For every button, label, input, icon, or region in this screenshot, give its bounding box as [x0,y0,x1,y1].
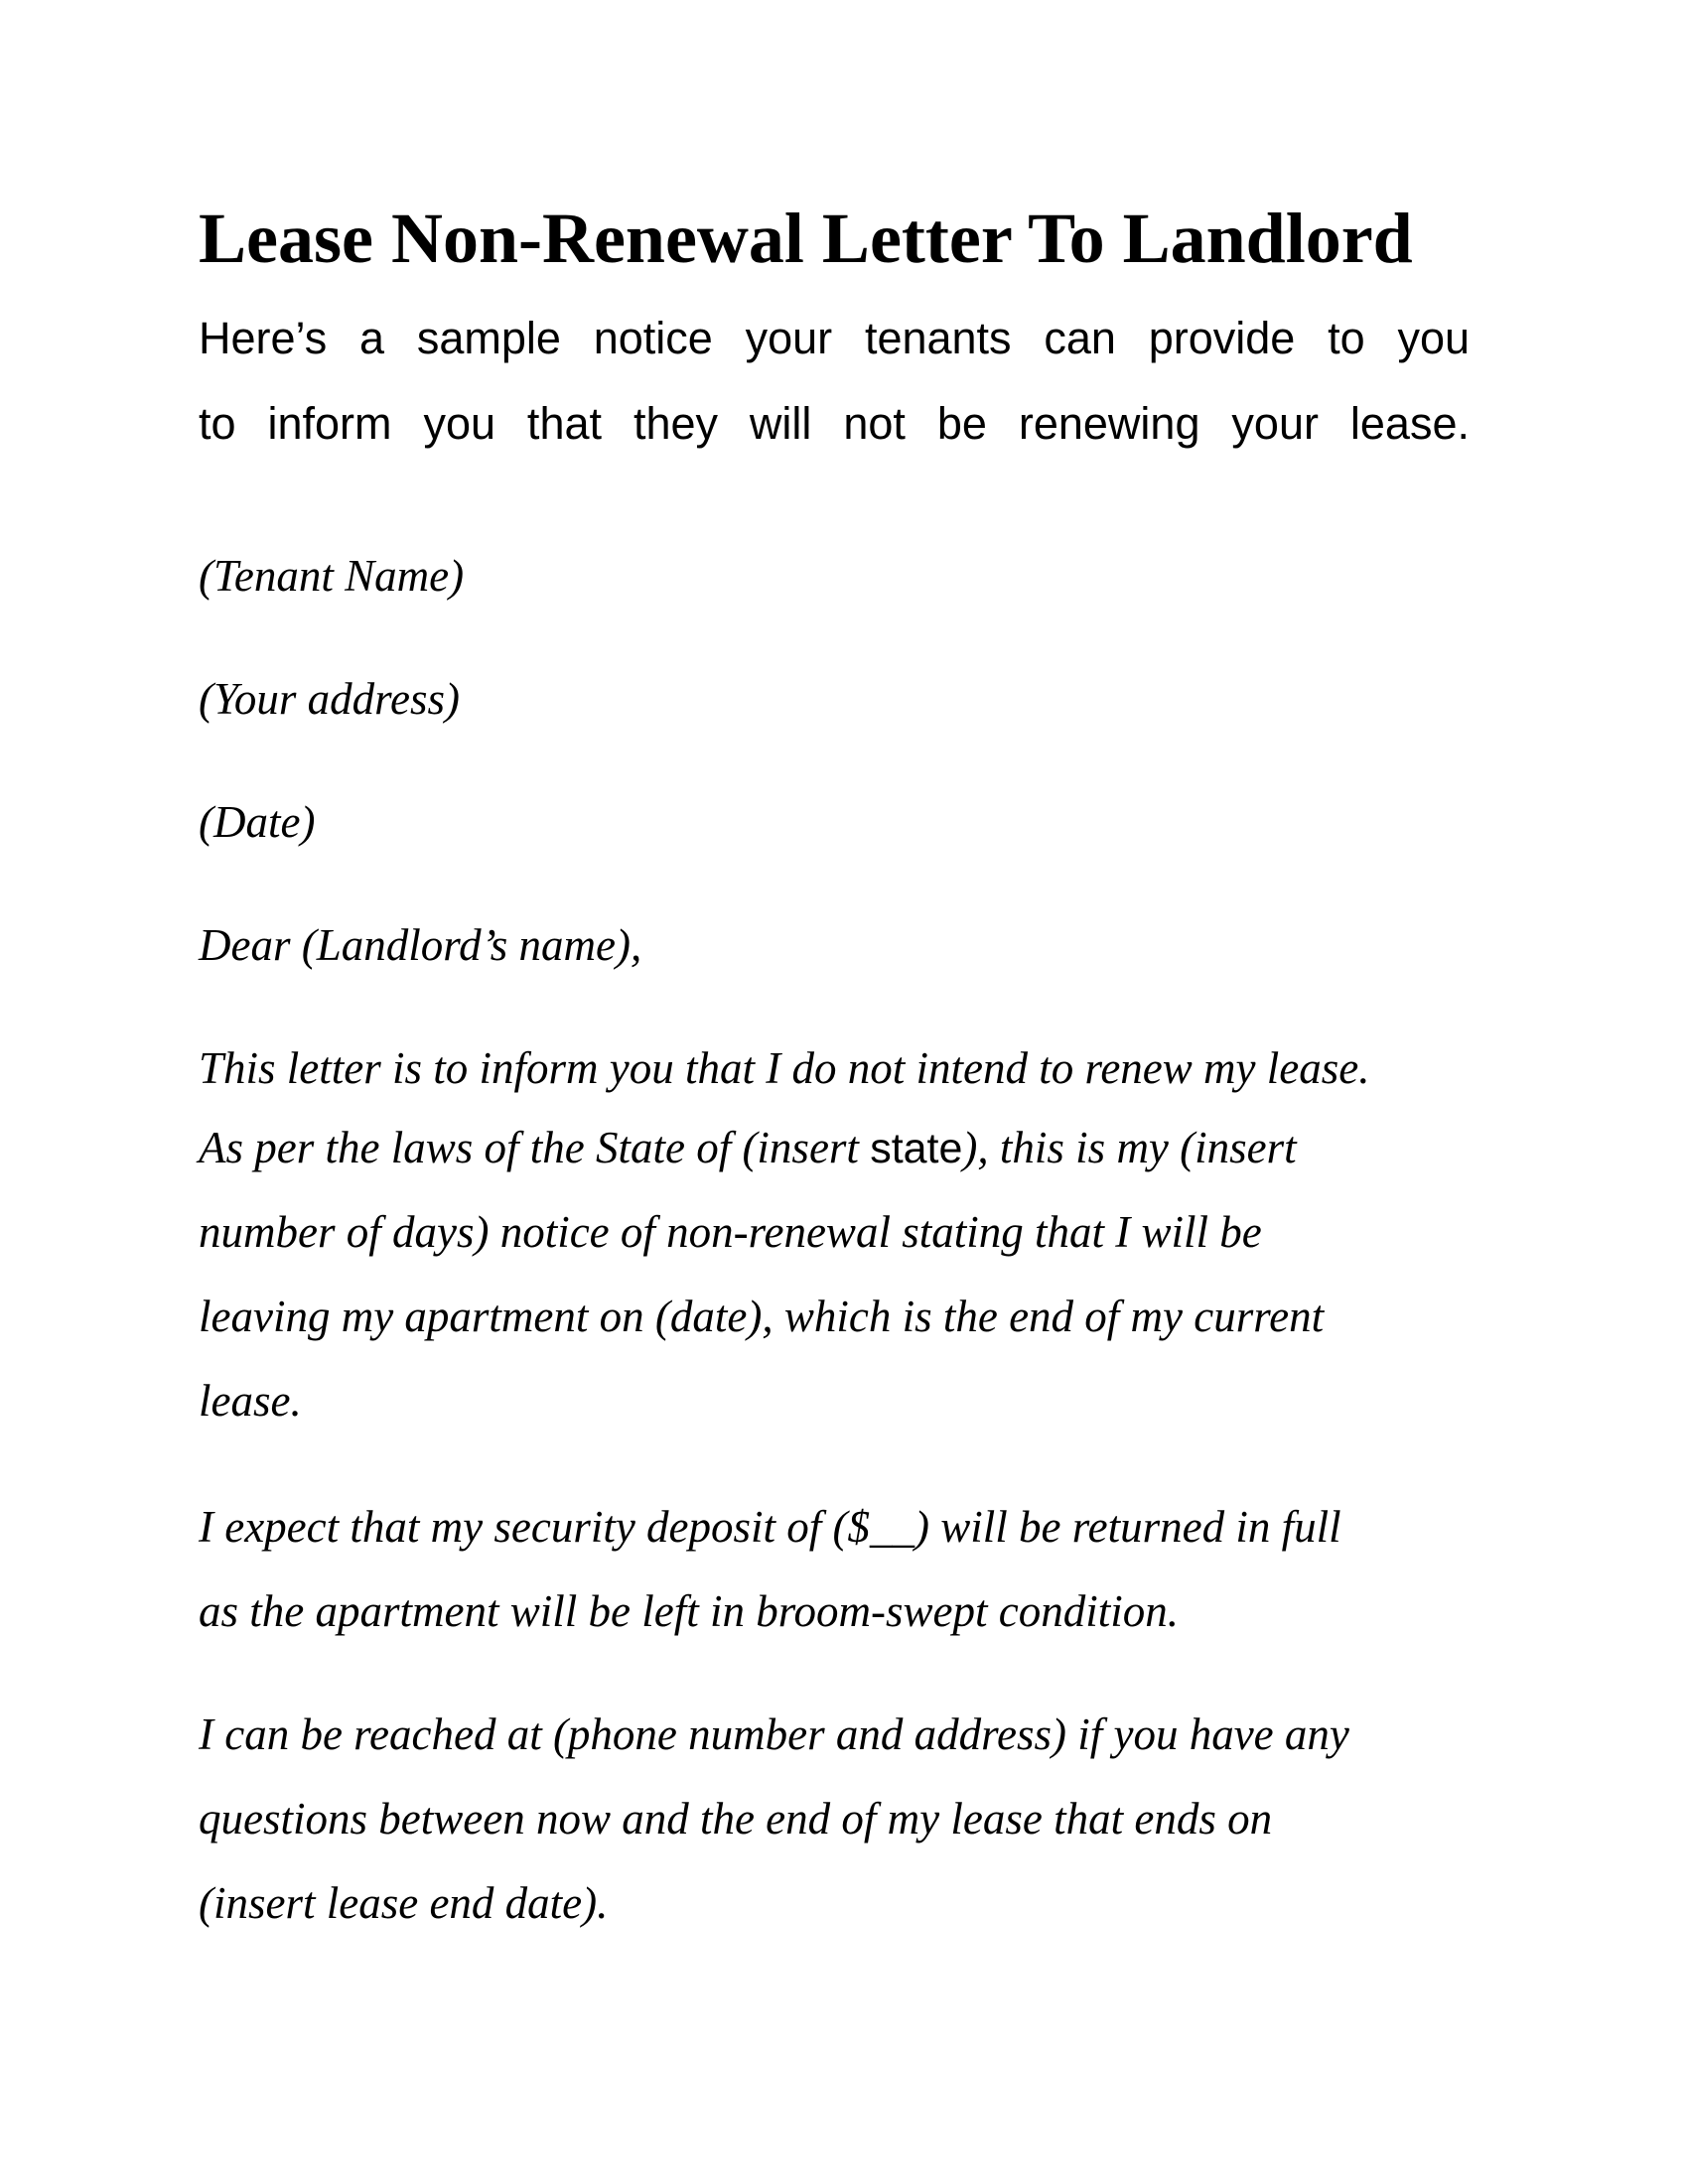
paragraph-notice-line: lease. [199,1376,302,1426]
salutation: Dear (Landlord’s name), [199,920,642,970]
paragraph-notice-line: leaving my apartment on (date), which is the end of my current [199,1292,1325,1341]
paragraph-contact-line: I can be reached at (phone number and address) if you have any [199,1709,1349,1759]
paragraph-contact-line: (insert lease end date). [199,1878,609,1928]
paragraph-notice-line: number of days) notice of non-renewal stating that I will be [199,1207,1262,1257]
date-placeholder: (Date) [199,797,316,847]
your-address-placeholder: (Your address) [199,674,460,724]
tenant-name-placeholder: (Tenant Name) [199,551,465,601]
intro-paragraph [199,296,1470,467]
paragraph-notice [199,1040,1489,1457]
state-word: state [870,1125,963,1172]
document-title: Lease Non-Renewal Letter To Landlord [199,199,1413,278]
paragraph-deposit-line: as the apartment will be left in broom-swept condition. [199,1586,1180,1636]
paragraph-contact-line: questions between now and the end of my lease that ends on [199,1794,1273,1843]
paragraph-contact [199,1706,1489,1960]
intro-line-1: Here’s a sample notice your tenants can provide to you [199,313,1470,363]
paragraph-notice-text: ), this is my (insert [962,1123,1297,1172]
paragraph-deposit [199,1499,1489,1668]
intro-line-2: to inform you that they will not be renewing your lease. [199,398,1470,449]
paragraph-notice-line [199,1120,1489,1204]
paragraph-notice-line: This letter is to inform you that I do not intend to renew my lease. [199,1043,1370,1093]
paragraph-deposit-line: I expect that my security deposit of ($__) will be returned in full [199,1502,1341,1552]
paragraph-notice-text: As per the laws of the State of (insert [199,1123,871,1172]
